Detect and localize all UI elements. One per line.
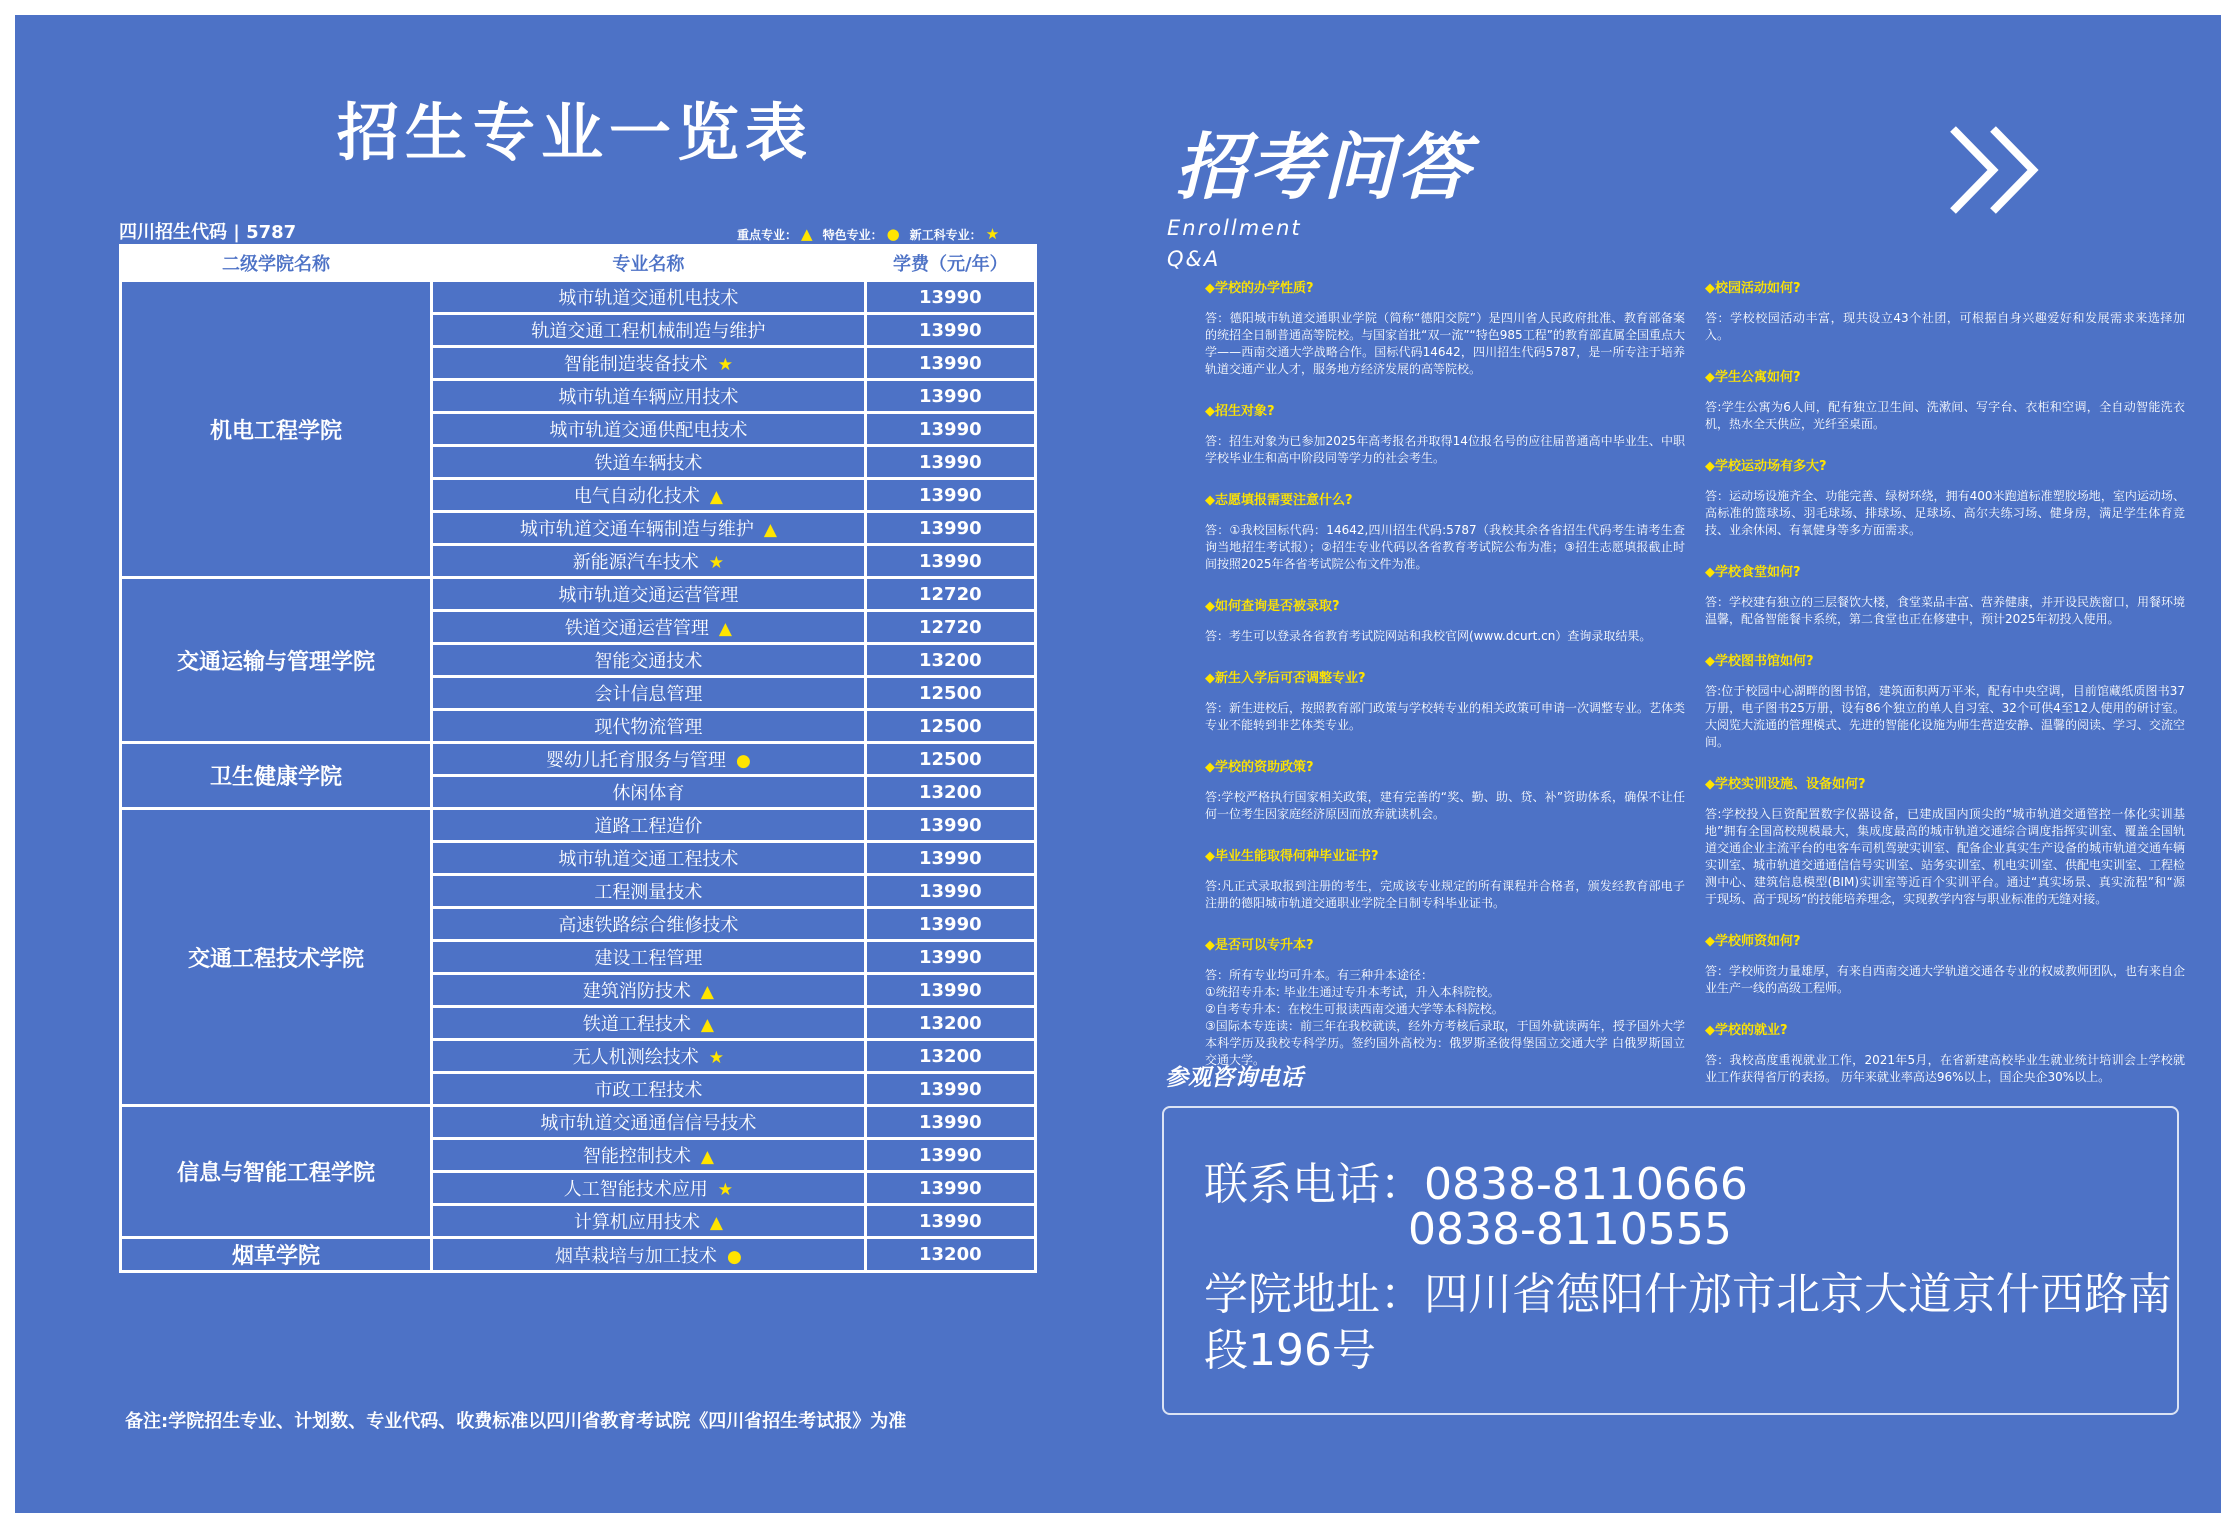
- major-label: 工程测量技术: [594, 882, 703, 903]
- college-name: 交通运输与管理学院: [121, 578, 432, 743]
- college-name: 信息与智能工程学院: [121, 1106, 432, 1238]
- triangle-icon: ▲: [709, 1213, 723, 1233]
- column-header: 学费（元/年）: [865, 246, 1035, 281]
- legend-new-label: 新工科专业：: [909, 228, 982, 242]
- table-header-row: [121, 246, 1036, 281]
- tuition-fee: 13990: [865, 842, 1035, 875]
- major-label: 市政工程技术: [594, 1080, 703, 1101]
- major-name: [432, 710, 866, 743]
- major-name: [432, 380, 866, 413]
- tuition-fee: 12500: [865, 677, 1035, 710]
- qa-item: [1705, 1019, 2185, 1086]
- major-label: 智能控制技术: [582, 1146, 691, 1167]
- college-name: 机电工程学院: [121, 281, 432, 578]
- major-label: 建设工程管理: [594, 948, 703, 969]
- qa-question: ◆学生公寓如何?: [1705, 370, 1801, 385]
- star-icon: ★: [717, 1180, 733, 1200]
- qa-question: ◆学校运动场有多大?: [1705, 459, 1827, 474]
- tuition-fee: 13990: [865, 1073, 1035, 1106]
- major-label: 现代物流管理: [594, 717, 703, 738]
- tuition-fee: 12500: [865, 743, 1035, 776]
- qa-item: [1205, 277, 1685, 378]
- qa-question: ◆学校的办学性质?: [1205, 281, 1314, 296]
- major-label: 计算机应用技术: [573, 1212, 700, 1233]
- tuition-fee: 13990: [865, 974, 1035, 1007]
- major-label: 烟草栽培与加工技术: [554, 1245, 717, 1267]
- qa-question: ◆志愿填报需要注意什么?: [1205, 493, 1353, 508]
- major-label: 城市轨道交通机电技术: [558, 288, 739, 309]
- enrollment-code: 四川招生代码 | 5787: [119, 222, 297, 243]
- qa-item: [1205, 489, 1685, 573]
- major-name: [432, 347, 866, 380]
- major-label: 铁道交通运营管理: [564, 618, 709, 639]
- qa-answer: 答：运动场设施齐全、功能完善、绿树环绕，拥有400米跑道标准塑胶场地，室内运动场、高标准的篮球场、羽毛球场、排球场、足球场、高尔夫练习场、健身房，满足学生体育竞技、业余休闲、有氧健身等多方面需求。: [1705, 489, 2185, 537]
- qa-question: ◆校园活动如何?: [1705, 281, 1801, 296]
- qa-question: ◆学校师资如何?: [1705, 934, 1801, 949]
- legend: [737, 225, 1009, 243]
- qa-item: [1705, 930, 2185, 997]
- major-name: [432, 743, 866, 776]
- table-row: [121, 281, 1036, 314]
- major-label: 铁道车辆技术: [594, 453, 703, 474]
- tuition-fee: 13990: [865, 1139, 1035, 1172]
- triangle-icon: ▲: [700, 1147, 714, 1167]
- qa-answer: 答：招生对象为已参加2025年高考报名并取得14位报名号的应往届普通高中毕业生、中职学校毕业生和高中阶段同等学力的社会考生。: [1205, 434, 1685, 465]
- major-label: 建筑消防技术: [582, 981, 691, 1002]
- qa-question: ◆如何查询是否被录取?: [1205, 599, 1340, 614]
- major-label: 高速铁路综合维修技术: [558, 915, 739, 936]
- major-name: [432, 908, 866, 941]
- major-label: 铁道工程技术: [582, 1014, 691, 1035]
- tuition-fee: 13990: [865, 941, 1035, 974]
- qa-item: [1205, 595, 1685, 645]
- qa-item: [1705, 650, 2185, 751]
- triangle-icon: ▲: [801, 225, 813, 243]
- dot-icon: ●: [726, 1246, 742, 1267]
- contact-phone: 联系电话：0838-8110666: [1204, 1159, 1748, 1210]
- major-name: [432, 1238, 866, 1272]
- major-name: [432, 314, 866, 347]
- major-name: [432, 545, 866, 578]
- qa-item: [1705, 773, 2185, 908]
- tuition-fee: 13990: [865, 413, 1035, 446]
- major-name: [432, 479, 866, 512]
- triangle-icon: ▲: [700, 982, 714, 1002]
- triangle-icon: ▲: [709, 487, 723, 507]
- major-name: [432, 1172, 866, 1205]
- qa-question: ◆毕业生能取得何种毕业证书?: [1205, 849, 1379, 864]
- qa-answer: 答：新生进校后，按照教育部门政策与学校转专业的相关政策可申请一次调整专业。艺体类专业不能转到非艺体类专业。: [1205, 701, 1686, 732]
- major-name: [432, 281, 866, 314]
- phone-section-title: 参观咨询电话: [1165, 1065, 1303, 1091]
- qa-item: [1705, 277, 2185, 344]
- major-label: 休闲体育: [612, 783, 685, 804]
- major-label: 道路工程造价: [594, 816, 703, 837]
- major-name: [432, 941, 866, 974]
- tuition-fee: 12720: [865, 578, 1035, 611]
- qa-answer: 答：学校师资力量雄厚，有来自西南交通大学轨道交通各专业的权威教师团队，也有来自企业生产一线的高级工程师。: [1705, 964, 2186, 995]
- contact-address-cont: 段196号: [1204, 1325, 1376, 1376]
- qa-item: [1705, 366, 2185, 433]
- qa-item: [1205, 845, 1685, 912]
- dot-icon: ●: [735, 751, 751, 771]
- major-name: [432, 1040, 866, 1073]
- brochure-sheet: [15, 15, 2221, 1513]
- qa-subtitle: [1167, 213, 1302, 275]
- tuition-fee: 12500: [865, 710, 1035, 743]
- qa-column-left: [1205, 277, 1685, 1091]
- tuition-fee: 13990: [865, 479, 1035, 512]
- qa-question: ◆学校食堂如何?: [1705, 565, 1801, 580]
- major-name: [432, 974, 866, 1007]
- triangle-icon: ▲: [763, 520, 777, 540]
- qa-answer: 答：①我校国标代码：14642,四川招生代码:5787（我校其余各省招生代码考生请考生查询当地招生考试报）；②招生专业代码以各省教育考试院公布为准；③招生志愿填报截止时间按照2025年各省考试院公布文件为准。: [1205, 523, 1685, 571]
- major-label: 电气自动化技术: [573, 486, 700, 507]
- major-label: 城市轨道交通供配电技术: [549, 420, 748, 441]
- qa-answer: 答：我校高度重视就业工作，2021年5月，在省新建高校毕业生就业统计培训会上学校就业工作获得省厅的表扬。 历年来就业率高达96%以上，国企央企30%以上。: [1705, 1053, 2185, 1084]
- qa-answer: 答：学校建有独立的三层餐饮大楼，食堂菜品丰富、营养健康，并开设民族窗口，用餐环境温馨，配备智能餐卡系统，第二食堂也正在修建中，预计2025年初投入使用。: [1705, 595, 2186, 626]
- major-label: 智能交通技术: [594, 651, 703, 672]
- double-chevron-icon: [1935, 115, 2055, 225]
- qa-answer: 答：学校校园活动丰富，现共设立43个社团，可根据自身兴趣爱好和发展需求来选择加入。: [1705, 311, 2185, 342]
- contact-phone-2: 0838-8110555: [1408, 1204, 1732, 1255]
- tuition-fee: 13990: [865, 1205, 1035, 1238]
- major-name: [432, 1139, 866, 1172]
- tuition-fee: 13200: [865, 1040, 1035, 1073]
- qa-answer: 答：德阳城市轨道交通职业学院（简称“德阳交院”）是四川省人民政府批准、教育部备案的统招全日制普通高等院校。与国家首批“双一流”“特色985工程”的教育部直属全国重点大学——西南交通大学战略合作。国标代码14642，四川招生代码5787，是一所专注于培养轨道交通产业人才，服务地方经济发展的高等院校。: [1205, 311, 1685, 376]
- major-label: 无人机测绘技术: [572, 1047, 699, 1068]
- tuition-fee: 13200: [865, 644, 1035, 677]
- tuition-fee: 13990: [865, 545, 1035, 578]
- tuition-fee: 13990: [865, 281, 1035, 314]
- major-name: [432, 1205, 866, 1238]
- tuition-fee: 13990: [865, 875, 1035, 908]
- tuition-fee: 13990: [865, 908, 1035, 941]
- major-name: [432, 809, 866, 842]
- major-label: 城市轨道交通工程技术: [558, 849, 739, 870]
- qa-item: [1205, 934, 1685, 1069]
- tuition-fee: 13990: [865, 347, 1035, 380]
- qa-question: ◆是否可以专升本?: [1205, 938, 1314, 953]
- qa-subtitle-line: Q&A: [1167, 247, 1221, 271]
- major-name: [432, 1106, 866, 1139]
- qa-column-right: [1705, 277, 2185, 1108]
- tuition-fee: 13990: [865, 314, 1035, 347]
- qa-answer: 答:凡正式录取报到注册的考生，完成该专业规定的所有课程并合格者，颁发经教育部电子注册的德阳城市轨道交通职业学院全日制专科毕业证书。: [1205, 879, 1685, 910]
- major-name: [432, 446, 866, 479]
- tuition-fee: 13990: [865, 809, 1035, 842]
- college-name: 交通工程技术学院: [121, 809, 432, 1106]
- tuition-fee: 13200: [865, 1007, 1035, 1040]
- tuition-fee: 13990: [865, 1106, 1035, 1139]
- qa-question: ◆新生入学后可否调整专业?: [1205, 671, 1366, 686]
- triangle-icon: ▲: [718, 619, 732, 639]
- college-name: 烟草学院: [121, 1238, 432, 1272]
- qa-subtitle-line: Enrollment: [1167, 216, 1302, 240]
- major-label: 轨道交通工程机械制造与维护: [531, 321, 766, 342]
- major-name: [432, 776, 866, 809]
- major-label: 城市轨道交通车辆制造与维护: [519, 519, 754, 540]
- tuition-fee: 13990: [865, 1172, 1035, 1205]
- major-name: [432, 1007, 866, 1040]
- qa-item: [1205, 400, 1685, 467]
- major-label: 会计信息管理: [594, 684, 703, 705]
- major-label: 人工智能技术应用: [563, 1179, 708, 1200]
- qa-answer: 答:学校投入巨资配置数字仪器设备，已建成国内顶尖的“城市轨道交通管控一体化实训基地”拥有全国高校规模最大，集成度最高的城市轨道交通综合调度指挥实训室、覆盖全国轨道交通企业主流平台的电客车司机驾驶实训室、配备企业真实生产设备的城市轨道交通车辆实训室、城市轨道交通通信信号实训室、站务实训室、机电实训室、供配电实训室、工程检测中心、建筑信息模型(BIM)实训室等近百个实训平台。通过“真实场景、真实流程”和“源于现场、高于现场”的技能培养理念，实现教学内容与职业标准的无缝对接。: [1705, 807, 2186, 906]
- page-title: 招生专业一览表: [336, 96, 813, 169]
- major-name: [432, 578, 866, 611]
- major-label: 城市轨道交通通信信号技术: [540, 1113, 757, 1134]
- major-name: [432, 842, 866, 875]
- legend-featured-label: 特色专业：: [822, 228, 883, 242]
- qa-title: 招考问答: [1175, 125, 1472, 209]
- major-name: [432, 611, 866, 644]
- major-label: 婴幼儿托育服务与管理: [545, 750, 726, 771]
- table-row: [121, 1106, 1036, 1139]
- triangle-icon: ▲: [700, 1015, 714, 1035]
- major-name: [432, 413, 866, 446]
- college-name: 卫生健康学院: [121, 743, 432, 809]
- majors-table: [119, 244, 1037, 1273]
- qa-item: [1705, 561, 2185, 628]
- major-label: 智能制造装备技术: [563, 354, 708, 375]
- table-row: [121, 743, 1036, 776]
- tuition-fee: 13990: [865, 446, 1035, 479]
- tuition-fee: 13990: [865, 380, 1035, 413]
- tuition-fee: 13200: [865, 1238, 1035, 1272]
- star-icon: ★: [708, 1048, 724, 1068]
- major-name: [432, 677, 866, 710]
- qa-item: [1705, 455, 2185, 539]
- tuition-fee: 12720: [865, 611, 1035, 644]
- table-row: [121, 809, 1036, 842]
- tuition-fee: 13990: [865, 512, 1035, 545]
- legend-key-label: 重点专业：: [737, 228, 798, 242]
- column-header: 二级学院名称: [121, 246, 432, 281]
- qa-answer: 答：考生可以登录各省教育考试院网站和我校官网(www.dcurt.cn）查询录取结果。: [1205, 629, 1652, 643]
- major-name: [432, 875, 866, 908]
- qa-answer: 答:位于校园中心湖畔的图书馆，建筑面积两万平米，配有中央空调，目前馆藏纸质图书37万册，电子图书25万册，设有86个独立的单人自习室、32个可供4至12人使用的研讨室。大阅览大流通的管理模式、先进的智能化设施为师生营造安静、温馨的阅读、学习、交流空间。: [1705, 684, 2186, 749]
- qa-answer: 答:学校严格执行国家相关政策，建有完善的“奖、勤、助、贷、补”资助体系，确保不让任何一位考生因家庭经济原因而放弃就读机会。: [1205, 790, 1685, 821]
- major-name: [432, 644, 866, 677]
- major-label: 城市轨道交通运营管理: [558, 585, 739, 606]
- tuition-fee: 13200: [865, 776, 1035, 809]
- qa-question: ◆学校图书馆如何?: [1705, 654, 1814, 669]
- qa-item: [1205, 667, 1685, 734]
- star-icon: ★: [708, 553, 724, 573]
- major-label: 城市轨道车辆应用技术: [558, 387, 739, 408]
- table-row: [121, 1238, 1036, 1272]
- dot-icon: ●: [886, 225, 900, 243]
- table-row: [121, 578, 1036, 611]
- major-name: [432, 1073, 866, 1106]
- qa-question: ◆学校实训设施、设备如何?: [1705, 777, 1866, 792]
- star-icon: ★: [985, 225, 1000, 243]
- contact-box: [1162, 1106, 2179, 1415]
- qa-question: ◆招生对象?: [1205, 404, 1275, 419]
- qa-answer: 答：所有专业均可升本。有三种升本途径： ①统招专升本: 毕业生通过专升本考试，升入本科院校。 ②自考专升本：在校生可报读西南交通大学等本科院校。 ③国际本专连读：前三年在我校就读，经外方考核后录取，于国外就读两年，授予国外大学本科学历及我校专科学历。签约国外高校为：俄罗斯圣彼得堡国立交通大学 白俄罗斯国立交通大学。: [1205, 968, 1685, 1067]
- qa-item: [1205, 756, 1685, 823]
- major-label: 新能源汽车技术: [572, 552, 699, 573]
- qa-question: ◆学校的就业?: [1705, 1023, 1788, 1038]
- column-header: 专业名称: [432, 246, 866, 281]
- qa-answer: 答:学生公寓为6人间，配有独立卫生间、洗漱间、写字台、衣柜和空调，全自动智能洗衣机，热水全天供应，光纤至桌面。: [1705, 400, 2185, 431]
- qa-question: ◆学校的资助政策?: [1205, 760, 1314, 775]
- star-icon: ★: [717, 355, 733, 375]
- major-name: [432, 512, 866, 545]
- contact-address: 学院地址：四川省德阳什邡市北京大道京什西路南: [1204, 1269, 2172, 1320]
- footnote: 备注:学院招生专业、计划数、专业代码、收费标准以四川省教育考试院《四川省招生考试报》为准: [125, 1411, 907, 1432]
